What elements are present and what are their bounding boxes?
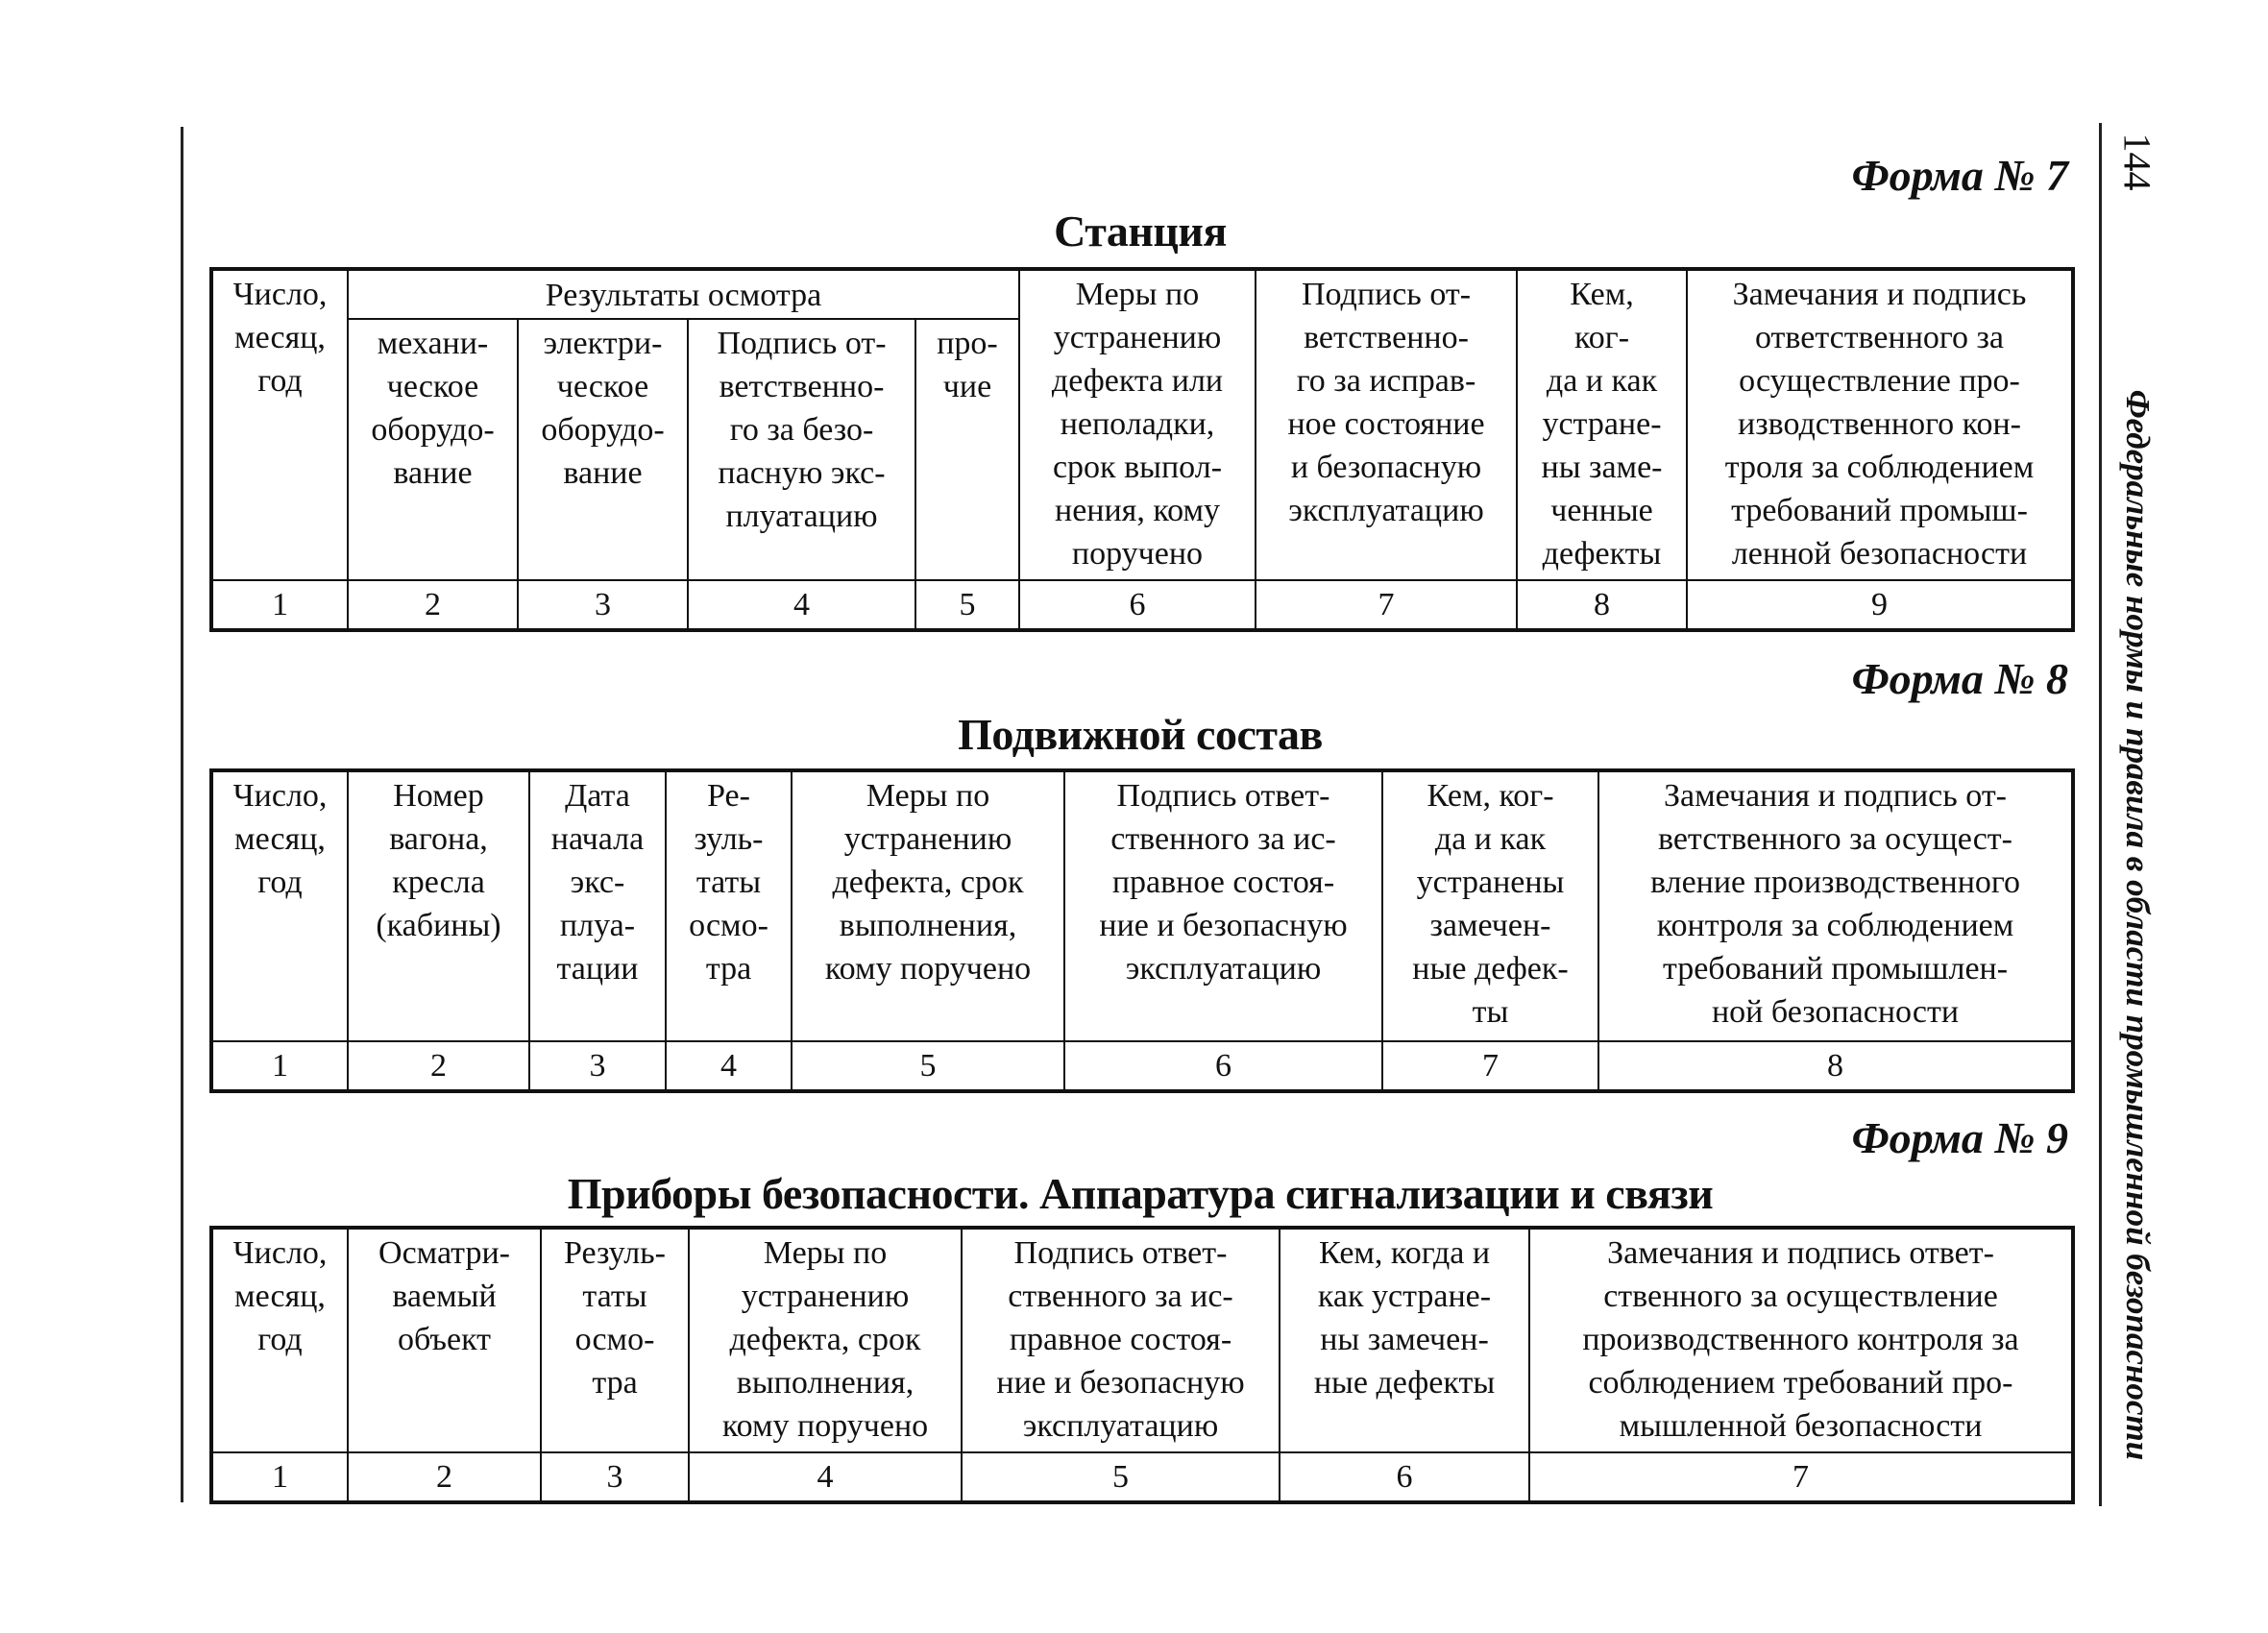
form-8-label: Форма № 8 [1851,654,2068,703]
table-header-cell: Подпись от- ветственно- го за исправ- ное состояние и безопасную эксплуатацию [1256,269,1517,580]
form-7-label: Форма № 7 [1851,151,2068,200]
running-head: Федеральные нормы и правила в области промышленной безопасности [2119,389,2157,1461]
table-header-cell: Номер вагона, кресла (кабины) [348,770,529,1041]
column-number: 8 [1517,580,1687,630]
table-header-cell: Замечания и подпись от- ветственного за осущест- вление производственного контроля за соблюдением требований промышлен- ной безопасности [1598,770,2073,1041]
table-header-cell: Кем, ког- да и как устране- ны заме- ченные дефекты [1517,269,1687,580]
form-9-table [209,1226,2075,1504]
column-number: 3 [529,1041,666,1091]
table-header-cell: Меры по устранению дефекта или неполадки, срок выпол- нения, кому поручено [1019,269,1256,580]
table-header-cell: Подпись ответ- ственного за ис- правное состоя- ние и безопасную эксплуатацию [1064,770,1382,1041]
table-header-cell: Меры по устранению дефекта, срок выполнения, кому поручено [792,770,1064,1041]
table-header-cell: Число, месяц, год [211,269,348,580]
left-margin-rule [181,127,183,1502]
table-group-header: Результаты осмотра [348,269,1019,319]
table-header-cell: Кем, ког- да и как устранены замечен- ные дефек- ты [1382,770,1598,1041]
column-number: 6 [1019,580,1256,630]
column-number: 2 [348,1452,541,1502]
column-number: 6 [1280,1452,1529,1502]
column-number: 7 [1529,1452,2073,1502]
page-number: 144 [2115,133,2159,190]
column-number: 4 [666,1041,792,1091]
column-number: 5 [792,1041,1064,1091]
page-side-header [2109,123,2166,1506]
column-number: 9 [1687,580,2073,630]
column-number: 7 [1256,580,1517,630]
column-number: 5 [962,1452,1280,1502]
table-header-cell: Ре- зуль- таты осмо- тра [666,770,792,1041]
table-subheader-cell: Подпись от- ветственно- го за безо- пасную экс- плуатацию [688,319,915,580]
right-margin-rule [2099,123,2102,1506]
column-number: 7 [1382,1041,1598,1091]
table-header-cell: Замечания и подпись ответ- ственного за осуществление производственного контроля за соблюдением требований про- мышленной безопасности [1529,1228,2073,1452]
column-number: 4 [688,580,915,630]
table-subheader-cell: про- чие [915,319,1019,580]
table-header-cell: Число, месяц, год [211,770,348,1041]
form-8-title: Подвижной состав [958,710,1323,759]
form-7-table [209,267,2075,632]
form-9-title: Приборы безопасности. Аппаратура сигнализации и связи [567,1169,1714,1218]
column-number: 6 [1064,1041,1382,1091]
table-header-cell: Кем, когда и как устране- ны замечен- ные дефекты [1280,1228,1529,1452]
column-number: 1 [211,1041,348,1091]
column-number: 8 [1598,1041,2073,1091]
column-number: 5 [915,580,1019,630]
column-number: 1 [211,1452,348,1502]
table-subheader-cell: электри- ческое оборудо- вание [518,319,688,580]
table-subheader-cell: механи- ческое оборудо- вание [348,319,518,580]
table-header-cell: Замечания и подпись ответственного за осуществление про- изводственного кон- троля за соблюдением требований промыш- ленной безопасности [1687,269,2073,580]
column-number: 4 [689,1452,962,1502]
table-header-cell: Число, месяц, год [211,1228,348,1452]
column-number: 1 [211,580,348,630]
table-header-cell: Резуль- таты осмо- тра [541,1228,689,1452]
form-8-table [209,768,2075,1093]
column-number: 3 [541,1452,689,1502]
column-number: 3 [518,580,688,630]
form-9-label: Форма № 9 [1851,1113,2068,1162]
table-header-cell: Подпись ответ- ственного за ис- правное состоя- ние и безопасную эксплуатацию [962,1228,1280,1452]
form-7-title: Станция [1054,207,1227,256]
column-number: 2 [348,580,518,630]
column-number: 2 [348,1041,529,1091]
table-header-cell: Дата начала экс- плуа- тации [529,770,666,1041]
table-header-cell: Осматри- ваемый объект [348,1228,541,1452]
table-header-cell: Меры по устранению дефекта, срок выполнения, кому поручено [689,1228,962,1452]
